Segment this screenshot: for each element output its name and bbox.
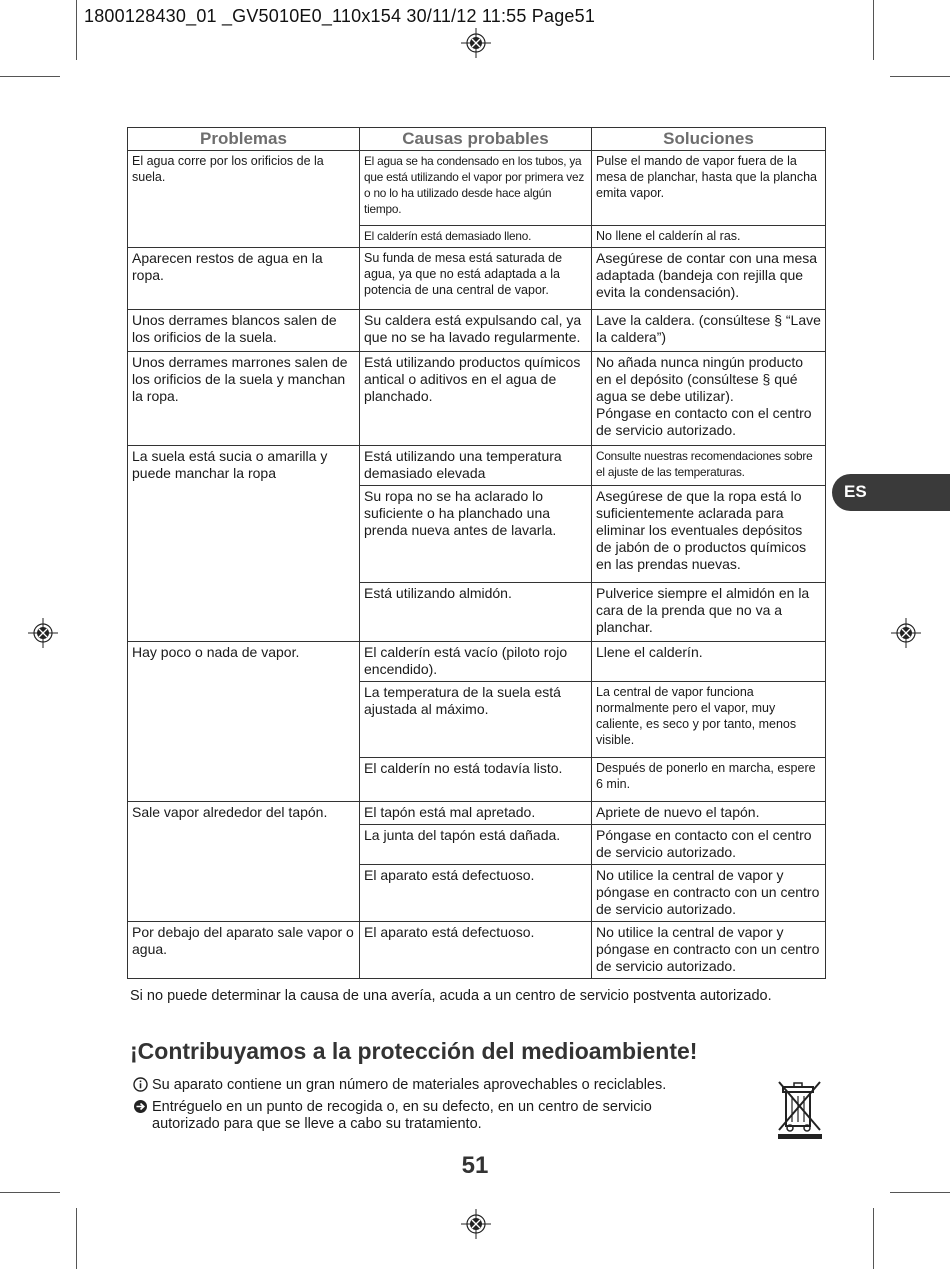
cause-cell: Su ropa no se ha aclarado lo suficiente o ha planchado una prenda nueva antes de lavarla.	[360, 486, 592, 583]
cause-cell: El aparato está defectuoso.	[360, 922, 592, 979]
service-note: Si no puede determinar la causa de una avería, acuda a un centro de servicio postventa autorizado.	[130, 988, 772, 1004]
cause-cell: Está utilizando productos químicos antical o aditivos en el agua de planchado.	[360, 352, 592, 446]
problem-cell: Por debajo del aparato sale vapor o agua.	[128, 922, 360, 979]
crop-mark	[76, 1208, 77, 1269]
problem-cell: Hay poco o nada de vapor.	[128, 642, 360, 802]
solution-cell: Después de ponerlo en marcha, espere 6 min.	[592, 758, 826, 802]
cause-cell: La temperatura de la suela está ajustada al máximo.	[360, 682, 592, 758]
cause-cell: El calderín no está todavía listo.	[360, 758, 592, 802]
column-header-causes: Causas probables	[360, 128, 592, 151]
solution-cell: Lave la caldera. (consúltese § “Lave la caldera”)	[592, 310, 826, 352]
registration-mark-icon	[461, 1209, 491, 1239]
print-header: 1800128430_01 _GV5010E0_110x154 30/11/12 11:55 Page51	[84, 6, 596, 26]
crossed-out-wheelie-bin-icon	[776, 1078, 824, 1140]
cause-cell: Está utilizando almidón.	[360, 583, 592, 642]
solution-cell: No llene el calderín al ras.	[592, 226, 826, 248]
table-row	[128, 310, 826, 352]
solution-cell: Llene el calderín.	[592, 642, 826, 682]
solution-cell: Apriete de nuevo el tapón.	[592, 802, 826, 825]
solution-cell: No utilice la central de vapor y póngase en contracto con un centro de servicio autorizado.	[592, 922, 826, 979]
solution-text: No añada nunca ningún producto en el depósito (consúltese § qué agua se debe utilizar).	[596, 354, 804, 404]
cause-cell: El calderín está vacío (piloto rojo encendido).	[360, 642, 592, 682]
crop-mark	[0, 1192, 60, 1193]
cause-cell: El calderín está demasiado lleno.	[360, 226, 592, 248]
column-header-problems: Problemas	[128, 128, 360, 151]
solution-cell: La central de vapor funciona normalmente pero el vapor, muy caliente, es seco y por tanto, menos visible.	[592, 682, 826, 758]
solution-cell: Pulverice siempre el almidón en la cara de la prenda que no va a planchar.	[592, 583, 826, 642]
cause-cell: Su caldera está expulsando cal, ya que no se ha lavado regularmente.	[360, 310, 592, 352]
table-row	[128, 922, 826, 979]
problem-cell: Aparecen restos de agua en la ropa.	[128, 248, 360, 310]
info-bullet	[132, 1077, 722, 1094]
cause-cell: Está utilizando una temperatura demasiado elevada	[360, 446, 592, 486]
crop-mark	[76, 0, 77, 60]
solution-extra-text: Póngase en contacto con el centro de servicio autorizado.	[596, 405, 812, 438]
page-number: 51	[461, 1152, 489, 1179]
solution-cell: Asegúrese de que la ropa está lo suficientemente aclarada para eliminar los eventuales depósitos de jabón de o productos químicos en las prendas nuevas.	[592, 486, 826, 583]
solution-cell: Consulte nuestras recomendaciones sobre el ajuste de las temperaturas.	[592, 446, 826, 486]
table-row	[128, 248, 826, 310]
registration-mark-icon	[28, 618, 58, 648]
crop-mark	[0, 76, 60, 77]
table-row	[128, 802, 826, 825]
crop-mark	[873, 1208, 874, 1269]
problem-cell: Unos derrames blancos salen de los orificios de la suela.	[128, 310, 360, 352]
troubleshooting-table	[127, 127, 826, 979]
column-header-solutions: Soluciones	[592, 128, 826, 151]
cause-cell: El tapón está mal apretado.	[360, 802, 592, 825]
info-text: Su aparato contiene un gran número de materiales aprovechables o reciclables.	[152, 1077, 667, 1093]
registration-mark-icon	[891, 618, 921, 648]
table-header-row	[128, 128, 826, 151]
crop-mark	[873, 0, 874, 60]
crop-mark	[890, 76, 950, 77]
table-row	[128, 151, 826, 226]
cause-cell: La junta del tapón está dañada.	[360, 825, 592, 865]
environment-heading: ¡Contribuyamos a la protección del medioambiente!	[130, 1038, 698, 1064]
registration-mark-icon	[461, 28, 491, 58]
solution-cell: Póngase en contacto con el centro de servicio autorizado.	[592, 825, 826, 865]
table-row	[128, 446, 826, 486]
problem-cell: Sale vapor alrededor del tapón.	[128, 802, 360, 922]
arrow-text: Entréguelo en un punto de recogida o, en su defecto, en un centro de servicio autorizado para que se lleve a cabo su tratamiento.	[152, 1099, 652, 1132]
cause-cell: El aparato está defectuoso.	[360, 865, 592, 922]
table-row	[128, 642, 826, 682]
solution-cell: No utilice la central de vapor y póngase en contracto con un centro de servicio autorizado.	[592, 865, 826, 922]
language-tab: ES	[832, 474, 950, 511]
solution-cell: Pulse el mando de vapor fuera de la mesa de planchar, hasta que la plancha emita vapor.	[592, 151, 826, 226]
problem-cell: Unos derrames marrones salen de los orificios de la suela y manchan la ropa.	[128, 352, 360, 446]
problem-cell: La suela está sucia o amarilla y puede manchar la ropa	[128, 446, 360, 642]
cause-cell: El agua se ha condensado en los tubos, ya que está utilizando el vapor por primera vez o no lo ha utilizado desde hace algún tiempo.	[360, 151, 592, 226]
solution-cell: Asegúrese de contar con una mesa adaptada (bandeja con rejilla que evita la condensación).	[592, 248, 826, 310]
info-circle-icon	[132, 1077, 148, 1096]
problem-cell: El agua corre por los orificios de la suela.	[128, 151, 360, 248]
cause-cell: Su funda de mesa está saturada de agua, ya que no está adaptada a la potencia de una central de vapor.	[360, 248, 592, 310]
arrow-bullet	[132, 1099, 722, 1133]
arrow-circle-right-icon	[132, 1099, 148, 1118]
solution-cell	[592, 352, 826, 446]
crop-mark	[890, 1192, 950, 1193]
table-row	[128, 352, 826, 446]
